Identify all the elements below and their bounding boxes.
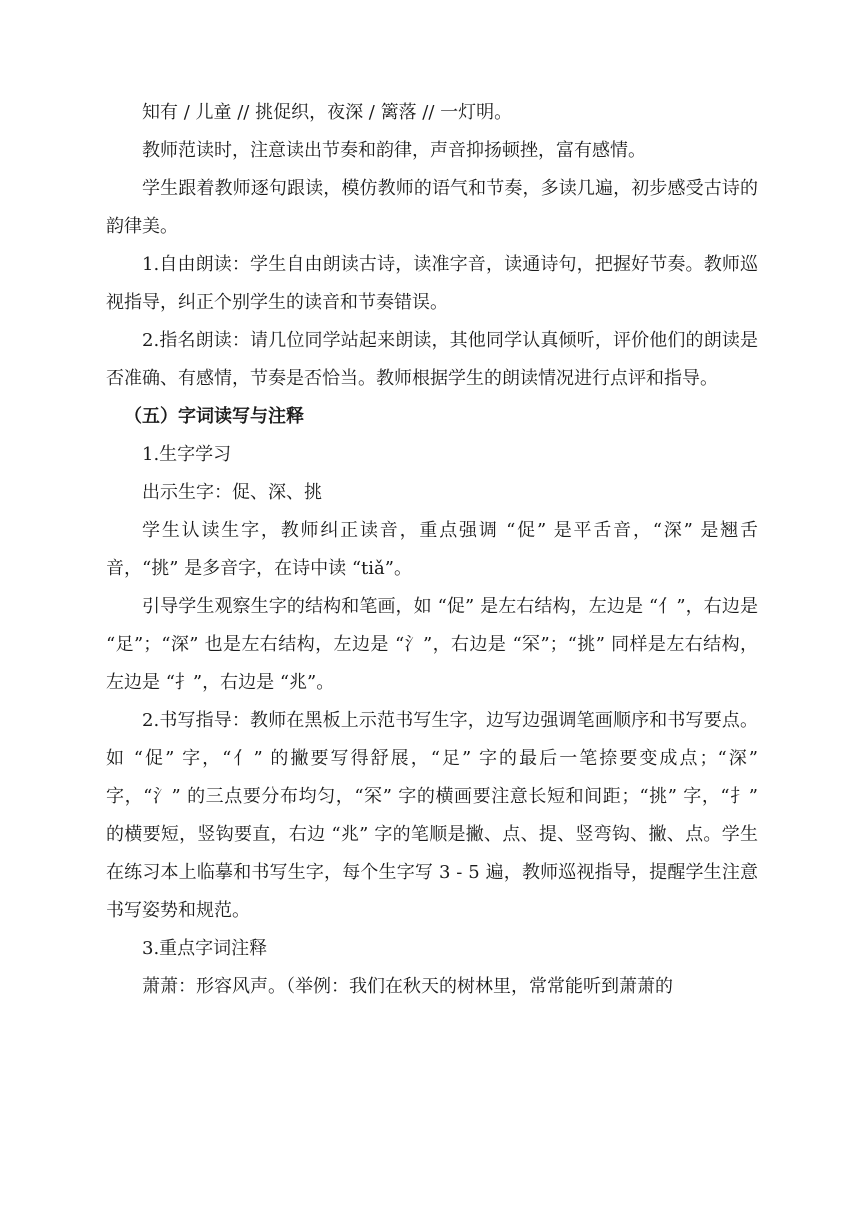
subheading-new-characters: 1.生字学习 <box>142 444 232 465</box>
document-body <box>106 94 758 1006</box>
subheading-key-words: 3.重点字词注释 <box>142 938 268 959</box>
paragraph-writing-guidance: 2.书写指导：教师在黑板上示范书写生字，边写边强调笔画顺序和书写要点。如 “促” 字，“亻” 的撇要写得舒展，“足” 字的最后一笔捺要变成点；“深” 字，“氵” 的三点要分布均匀，“罙” 字的横画要注意长短和间距；“挑” 字，“扌” 的横要短，竖钩要直，右边 “兆” 字的笔顺是撇、点、提、竖弯钩、撇、点。学生在练习本上临摹和书写生字，每个生字写 3 - 5 遍，教师巡视指导，提醒学生注意书写姿势和规范。 <box>106 710 758 921</box>
paragraph-named-reading: 2.指名朗读：请几位同学站起来朗读，其他同学认真倾听，评价他们的朗读是否准确、有感情，节奏是否恰当。教师根据学生的朗读情况进行点评和指导。 <box>106 330 758 389</box>
paragraph-xiaoxiao-note: 萧萧：形容风声。（举例：我们在秋天的树林里，常常能听到萧萧的 <box>142 976 673 997</box>
paragraph-follow-reading: 学生跟着教师逐句跟读，模仿教师的语气和节奏，多读几遍，初步感受古诗的韵律美。 <box>106 178 758 237</box>
paragraph-pronunciation: 学生认读生字，教师纠正读音，重点强调 “促” 是平舌音，“深” 是翘舌音，“挑” 是多音字，在诗中读 “tiǎ”。 <box>106 520 758 579</box>
paragraph-model-reading: 教师范读时，注意读出节奏和韵律，声音抑扬顿挫，富有感情。 <box>142 140 646 161</box>
paragraph-structure: 引导学生观察生字的结构和笔画，如 “促” 是左右结构，左边是 “亻”，右边是 “足”；“深” 也是左右结构，左边是 “氵”，右边是 “罙”；“挑” 同样是左右结构，左边是 “扌”，右边是 “兆”。 <box>106 596 758 693</box>
section-heading: （五）字词读写与注释 <box>124 406 304 427</box>
paragraph-show-characters: 出示生字：促、深、挑 <box>142 482 322 503</box>
paragraph-free-reading: 1.自由朗读：学生自由朗读古诗，读准字音，读通诗句，把握好节奏。教师巡视指导，纠正个别学生的读音和节奏错误。 <box>106 254 758 313</box>
poem-rhythm-line: 知有 / 儿童 // 挑促织，夜深 / 篱落 // 一灯明。 <box>142 102 513 123</box>
